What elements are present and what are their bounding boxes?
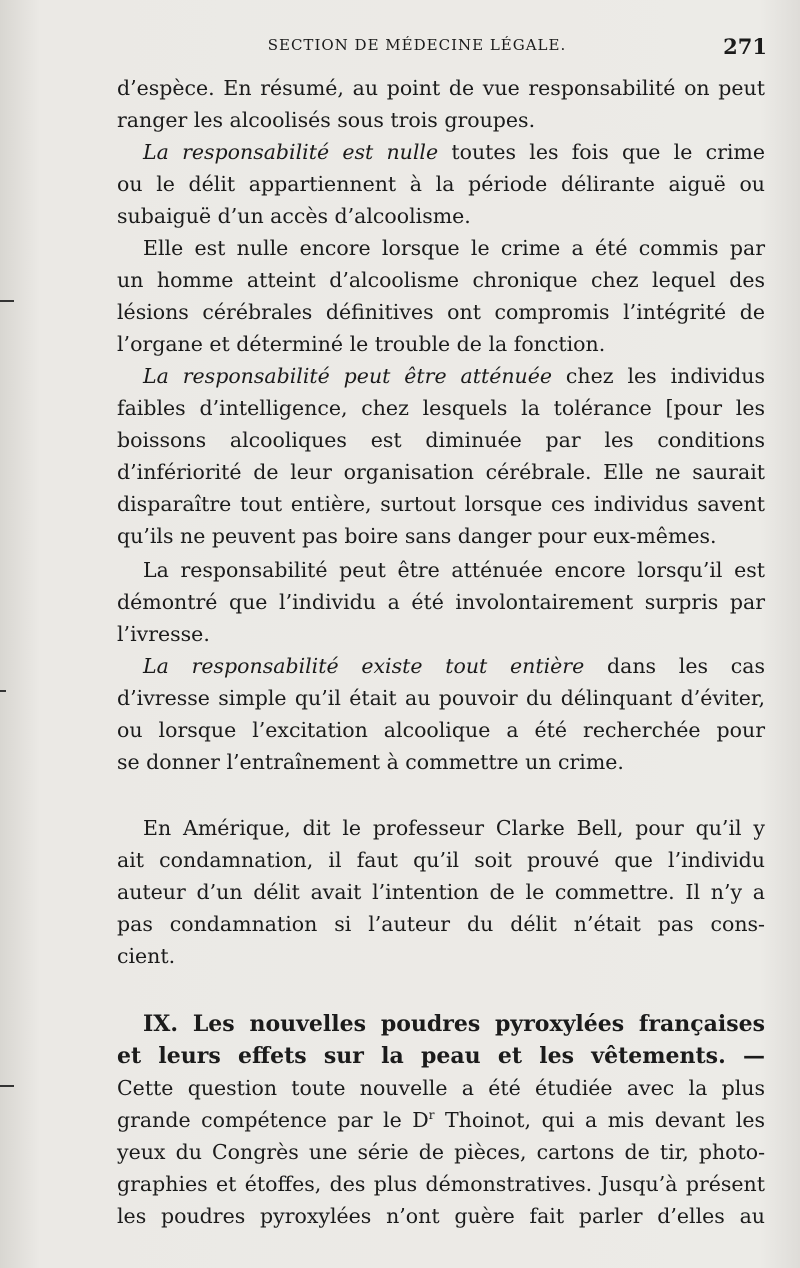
running-head (117, 34, 767, 58)
text-line: faibles d’intelligence, chez lesquels la tolérance [pour les (117, 396, 765, 420)
text-line: les poudres pyroxylées n’ont guère fait parler d’elles au (117, 1204, 765, 1228)
text-line: yeux du Congrès une série de pièces, cartons de tir, photo- (117, 1140, 765, 1164)
text-line: démontré que l’individu a été involontairement surpris par (117, 590, 765, 614)
text-line: l’ivresse. (117, 622, 210, 646)
text-span: grande compétence par le D (117, 1108, 429, 1132)
text-line: d’ivresse simple qu’il était au pouvoir du délinquant d’éviter, (117, 686, 765, 710)
page-number: 271 (723, 34, 767, 59)
text-line: Cette question toute nouvelle a été étudiée avec la plus (117, 1076, 765, 1100)
text-line (143, 360, 765, 392)
margin-mark (0, 690, 6, 692)
text-line: cient. (117, 944, 176, 968)
text-line: Elle est nulle encore lorsque le crime a été commis par (143, 236, 765, 260)
superscript: r (428, 1108, 435, 1122)
section-heading: IX. Les nouvelles poudres pyroxylées françaises (143, 1011, 765, 1037)
text-line: ou le délit appartiennent à la période délirante aiguë ou (117, 172, 765, 196)
section-heading: et leurs effets sur la peau et les vêtements. — (117, 1043, 765, 1069)
running-title: SECTION DE MÉDECINE LÉGALE. (267, 36, 567, 54)
text-span: Thoinot, qui a mis devant les (434, 1108, 766, 1132)
text-line (143, 650, 765, 682)
text-line: subaiguë d’un accès d’alcoolisme. (117, 204, 471, 228)
text-line: ou lorsque l’excitation alcoolique a été recherchée pour (117, 718, 765, 742)
text-line: graphies et étoffes, des plus démonstratives. Jusqu’à présent (117, 1172, 765, 1196)
text-line: La responsabilité peut être atténuée encore lorsqu’il est (143, 558, 765, 582)
text-line: se donner l’entraînement à commettre un crime. (117, 750, 624, 774)
text-line: ranger les alcoolisés sous trois groupes. (117, 108, 536, 132)
text-line: d’espèce. En résumé, au point de vue responsabilité on peut (117, 76, 765, 100)
margin-mark (0, 300, 14, 302)
text-span: chez les individus (552, 364, 766, 388)
italic-phrase: La responsabilité peut être atténuée (143, 364, 553, 388)
text-line: ait condamnation, il faut qu’il soit prouvé que l’individu (117, 848, 765, 872)
italic-phrase: La responsabilité est nulle (143, 140, 439, 164)
text-line: d’infériorité de leur organisation cérébrale. Elle ne saurait (117, 460, 765, 484)
text-line (143, 136, 765, 168)
text-line: qu’ils ne peuvent pas boire sans danger pour eux-mêmes. (117, 524, 717, 548)
text-line: disparaître tout entière, surtout lorsque ces individus savent (117, 492, 765, 516)
text-line: auteur d’un délit avait l’intention de le commettre. Il n’y a (117, 880, 765, 904)
text-line: pas condamnation si l’auteur du délit n’était pas cons- (117, 912, 765, 936)
text-line: En Amérique, dit le professeur Clarke Bell, pour qu’il y (143, 816, 765, 840)
italic-phrase: La responsabilité existe tout entière (143, 654, 585, 678)
text-span: toutes les fois que le crime (438, 140, 765, 164)
text-line: lésions cérébrales définitives ont compromis l’intégrité de (117, 300, 765, 324)
text-line (117, 1104, 765, 1136)
text-line: un homme atteint d’alcoolisme chronique chez lequel des (117, 268, 765, 292)
text-line: boissons alcooliques est diminuée par les conditions (117, 428, 765, 452)
margin-mark (0, 1085, 14, 1087)
text-span: dans les cas (584, 654, 765, 678)
text-line: l’organe et déterminé le trouble de la fonction. (117, 332, 606, 356)
